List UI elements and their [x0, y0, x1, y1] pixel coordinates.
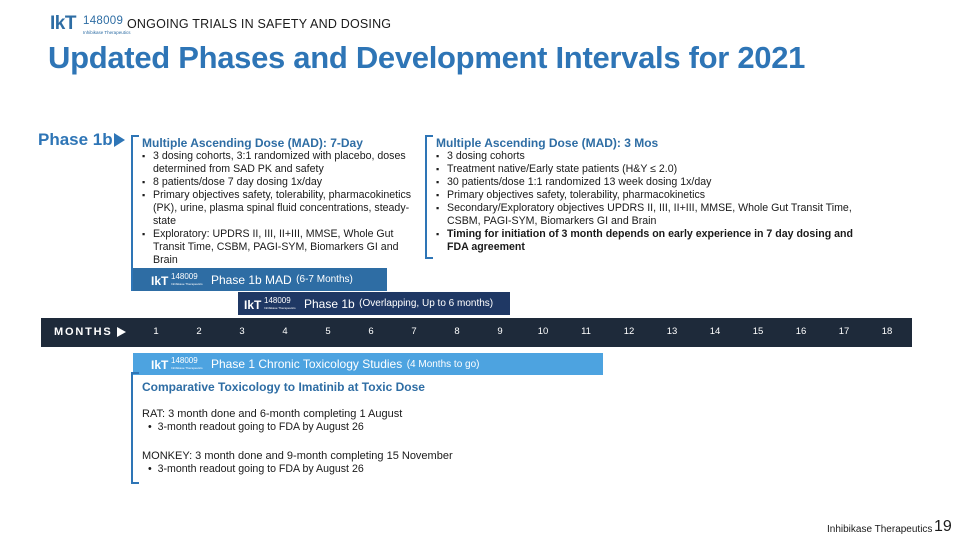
list-item: ▪ Exploratory: UPDRS II, III, II+III, MMSE, Whole Gut Transit Time, CSBM, PAGI-SYM, Biomarkers GI and Brain [142, 228, 420, 267]
rat-bullet-text: 3-month readout going to FDA by August 26 [157, 421, 364, 433]
month-tick: 16 [795, 326, 807, 337]
month-tick: 9 [497, 326, 503, 337]
footer-brand: Inhibikase Therapeutics [827, 524, 933, 535]
bar-logo-number: 148009 [264, 295, 291, 305]
mad-3mos-bracket [425, 135, 433, 259]
bar-logo [151, 356, 205, 372]
list-item: ▪ 3 dosing cohorts [436, 150, 876, 163]
month-tick: 5 [325, 326, 331, 337]
rat-bullet: • 3-month readout going to FDA by August 26 [148, 421, 364, 433]
list-item: ▪ Secondary/Exploratory objectives UPDRS II, III, II+III, MMSE, Whole Gut Transit Time, CSBM, PAGI-SYM, Biomarkers GI and Brain [436, 202, 876, 228]
phase-arrow-icon [114, 133, 125, 147]
phase-label: Phase 1b [38, 130, 113, 149]
page-title: Updated Phases and Development Intervals for 2021 [48, 40, 806, 75]
chronic-toxicology-bar [133, 353, 603, 375]
bar-logo-subtitle: Inhibikase Therapeutics [171, 366, 203, 370]
phase-1b-overlap-bar [238, 292, 510, 315]
mad-3mos-block [436, 136, 876, 254]
month-tick: 12 [623, 326, 635, 337]
months-timeline [41, 318, 912, 347]
toxicology-heading: Comparative Toxicology to Imatinib at Toxic Dose [142, 380, 425, 394]
monkey-status: MONKEY: 3 month done and 9-month completing 15 November [142, 450, 453, 462]
logo-number: 148009 [83, 15, 124, 27]
bar-logo-subtitle: Inhibikase Therapeutics [264, 305, 296, 310]
company-logo [50, 13, 131, 42]
month-tick: 2 [196, 326, 202, 337]
bar-logo-brand: IkT [244, 297, 262, 312]
list-item: ▪ Primary objectives safety, tolerability, pharmacokinetics [436, 189, 876, 202]
list-item-bold: ▪ Timing for initiation of 3 month depends on early experience in 7 day dosing and FDA agreement [436, 228, 876, 254]
bar-detail: (4 Months to go) [406, 358, 480, 370]
rat-status: RAT: 3 month done and 6-month completing 1 August [142, 408, 403, 420]
bar-logo-brand: IkT [151, 358, 169, 372]
month-tick: 15 [752, 326, 764, 337]
list-item: ▪ 30 patients/dose 1:1 randomized 13 week dosing 1x/day [436, 176, 876, 189]
page-number: 19 [934, 518, 952, 535]
month-tick: 4 [282, 326, 288, 337]
month-tick: 13 [666, 326, 678, 337]
bar-detail: (6-7 Months) [296, 274, 353, 285]
logo-subtitle: Inhibikase Therapeutics [83, 30, 131, 35]
month-tick: 8 [454, 326, 460, 337]
bar-detail: (Overlapping, Up to 6 months) [359, 298, 494, 309]
month-tick: 6 [368, 326, 374, 337]
months-label: MONTHS [54, 326, 113, 338]
bar-logo-number: 148009 [171, 356, 198, 365]
month-tick: 1 [153, 326, 159, 337]
month-tick: 11 [581, 326, 591, 337]
bar-logo [244, 296, 298, 312]
bar-logo [151, 272, 205, 288]
bar-logo-number: 148009 [171, 271, 198, 281]
month-tick: 3 [239, 326, 245, 337]
month-tick: 18 [881, 326, 893, 337]
mad-7day-heading: Multiple Ascending Dose (MAD): 7-Day [142, 136, 363, 150]
bar-label: Phase 1b [304, 296, 355, 311]
month-tick: 7 [411, 326, 417, 337]
list-item: ▪ Treatment native/Early state patients (H&Y ≤ 2.0) [436, 163, 876, 176]
toxicology-bracket [131, 372, 139, 484]
mad-3mos-heading: Multiple Ascending Dose (MAD): 3 Mos [436, 136, 659, 150]
month-tick: 14 [709, 326, 721, 337]
mad-7day-block [142, 136, 420, 267]
list-item: ▪ 3 dosing cohorts, 3:1 randomized with placebo, doses determined from SAD PK and safety [142, 150, 420, 176]
monkey-bullet-text: 3-month readout going to FDA by August 26 [157, 463, 364, 475]
mad-7day-list [142, 150, 420, 267]
monkey-bullet: • 3-month readout going to FDA by August 26 [148, 463, 364, 475]
section-tagline: ONGOING TRIALS IN SAFETY AND DOSING [127, 17, 392, 31]
month-tick: 17 [838, 326, 850, 337]
play-arrow-icon [117, 327, 126, 337]
phase-1b-mad-bar [133, 268, 387, 291]
month-tick: 10 [537, 326, 549, 337]
mad-3mos-list [436, 150, 876, 254]
bar-logo-brand: IkT [151, 273, 169, 288]
bar-label: Phase 1b MAD [211, 272, 292, 287]
bar-logo-subtitle: Inhibikase Therapeutics [171, 281, 203, 286]
list-item: ▪ 8 patients/dose 7 day dosing 1x/day [142, 176, 420, 189]
bar-label: Phase 1 Chronic Toxicology Studies [211, 357, 403, 371]
logo-brand: IkT [50, 13, 76, 34]
list-item: ▪ Primary objectives safety, tolerability, pharmacokinetics (PK), urine, plasma spinal fluid concentrations, steady-state [142, 189, 420, 228]
